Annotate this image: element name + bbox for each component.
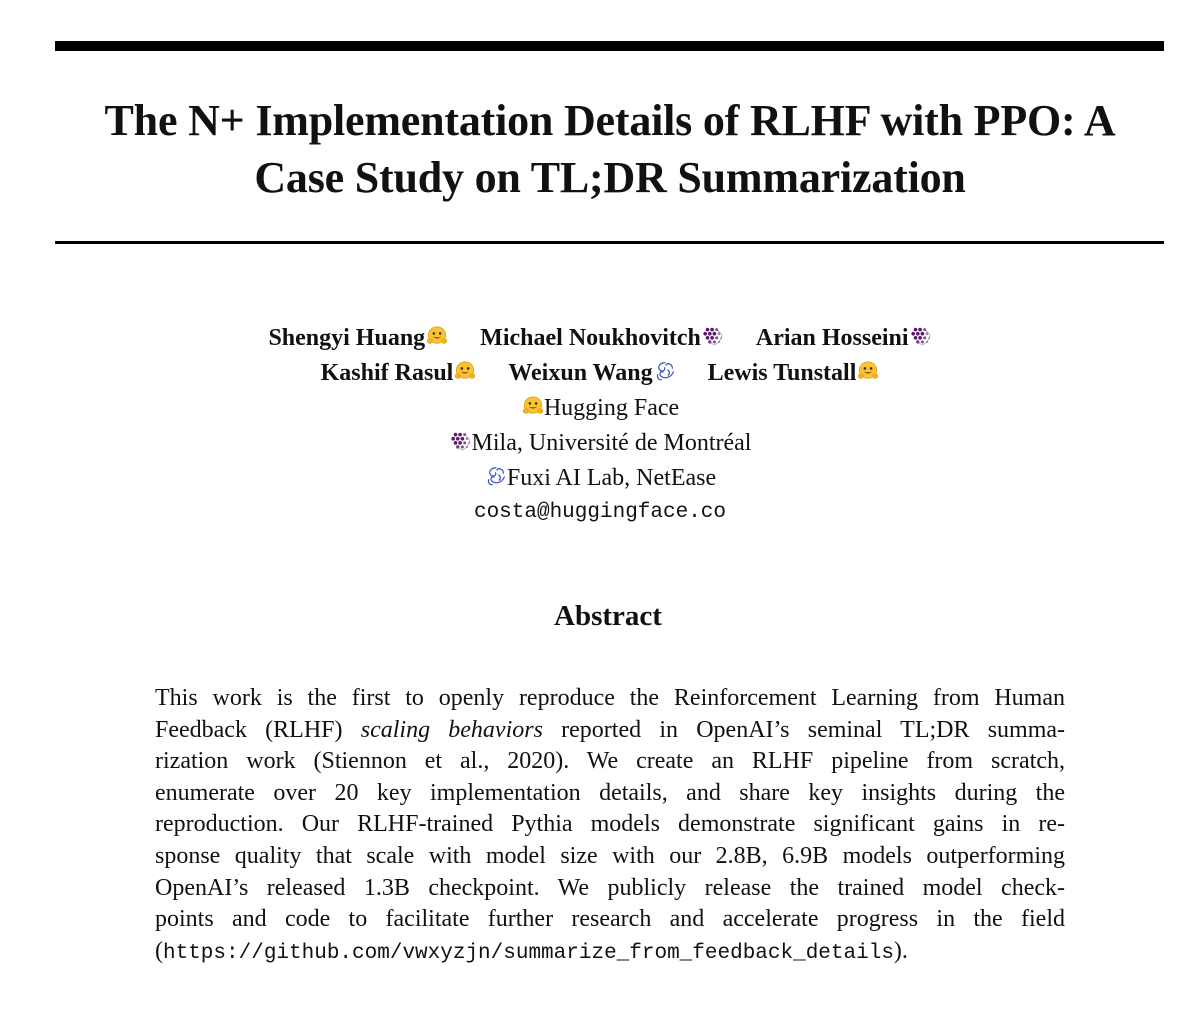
author: Arian Hosseini — [756, 321, 932, 356]
affiliation-fuxi: Fuxi AI Lab, NetEase — [0, 461, 1200, 496]
github-link[interactable]: https://github.com/vwxyzjn/summarize_from_feedback_details — [163, 941, 894, 965]
author-block — [0, 321, 1200, 530]
author: Lewis Tunstall — [708, 356, 880, 391]
contact-email[interactable]: costa@huggingface.co — [473, 501, 727, 524]
affiliation-mila: Mila, Université de Montréal — [0, 426, 1200, 461]
abstract-line: reproduction. Our RLHF-trained Pythia models demonstrate significant gains in re- — [155, 811, 1065, 838]
author: Kashif Rasul — [321, 356, 477, 391]
hugging-face-emoji-icon — [522, 395, 544, 417]
title-line-2: Case Study on TL;DR Summarization — [254, 153, 966, 202]
fuxi-netease-logo-icon — [654, 360, 676, 382]
author: Weixun Wang — [508, 356, 675, 391]
title-line-1: The N+ Implementation Details of RLHF with PPO: A — [104, 96, 1116, 145]
abstract-body — [155, 683, 1065, 969]
abstract-line: Feedback (RLHF) scaling behaviors reported in OpenAI’s seminal TL;DR summa- — [155, 716, 1066, 743]
abstract-line: sponse quality that scale with model size with our 2.8B, 6.9B models outperforming — [155, 842, 1065, 869]
author: Shengyi Huang — [268, 321, 448, 356]
abstract-line: enumerate over 20 key implementation details, and share key insights during the — [155, 779, 1065, 806]
mila-dots-icon — [702, 325, 724, 347]
hugging-face-emoji-icon — [857, 360, 879, 382]
affiliation-hugging-face: Hugging Face — [0, 391, 1200, 426]
abstract-line: (https://github.com/vwxyzjn/summarize_from_feedback_details). — [155, 937, 908, 965]
paper-title — [40, 92, 1180, 206]
author-row-1 — [0, 321, 1200, 356]
abstract-line: rization work (Stiennon et al., 2020). We create an RLHF pipeline from scratch, — [155, 748, 1065, 775]
top-rule — [55, 41, 1164, 51]
abstract-heading: Abstract — [554, 600, 662, 632]
abstract-line: OpenAI’s released 1.3B checkpoint. We publicly release the trained model check- — [155, 874, 1065, 901]
author-row-2 — [0, 356, 1200, 391]
author: Michael Noukhovitch — [480, 321, 724, 356]
title-bottom-rule — [55, 241, 1164, 244]
abstract-line: points and code to facilitate further research and accelerate progress in the field — [155, 906, 1065, 933]
hugging-face-emoji-icon — [426, 325, 448, 347]
mila-dots-icon — [910, 325, 932, 347]
mila-dots-icon — [450, 430, 472, 452]
fuxi-netease-logo-icon — [485, 465, 507, 487]
hugging-face-emoji-icon — [454, 360, 476, 382]
abstract-line: This work is the first to openly reproduce the Reinforcement Learning from Human — [155, 685, 1065, 711]
emphasis-text: scaling behaviors — [360, 716, 543, 743]
